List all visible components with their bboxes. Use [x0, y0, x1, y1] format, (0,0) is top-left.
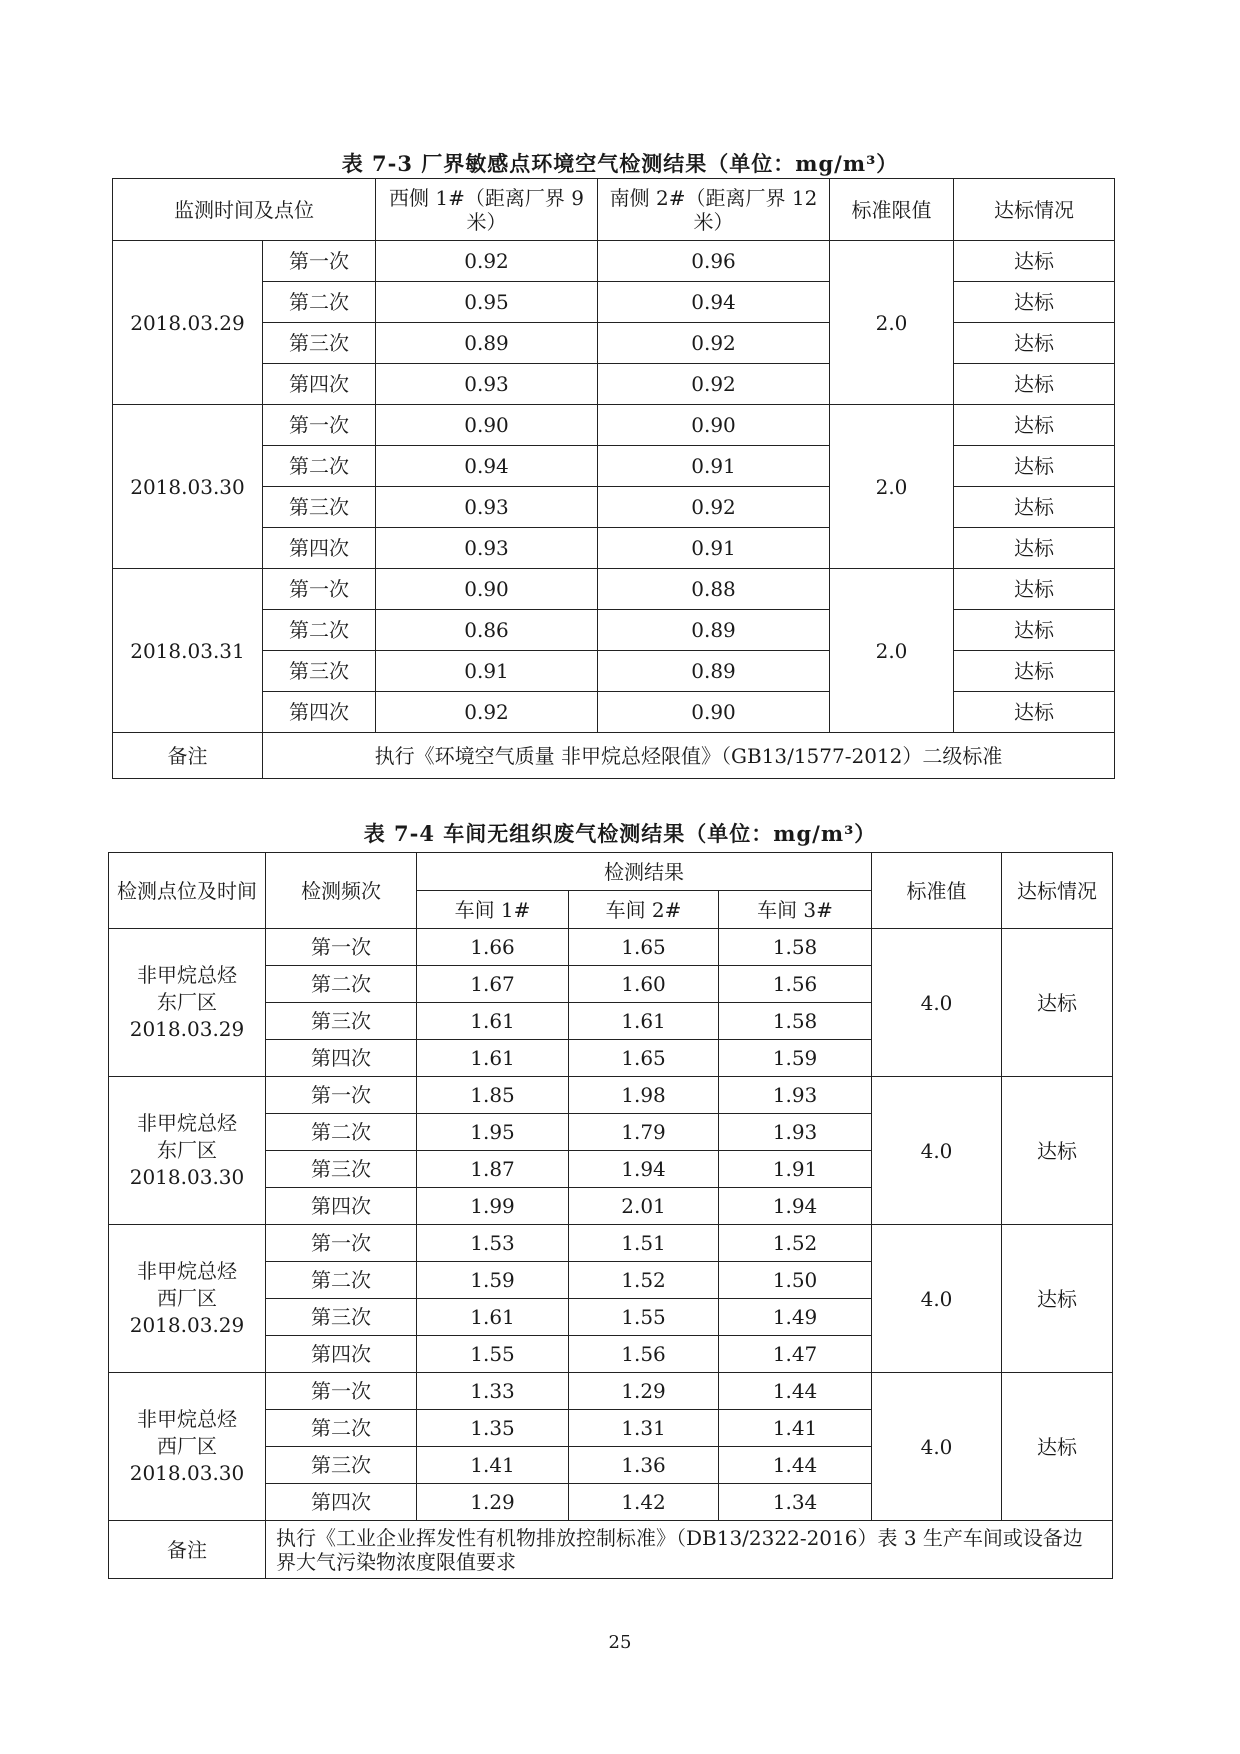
workshop-3-value-cell: 1.44 — [719, 1447, 872, 1484]
west-value-cell: 0.93 — [376, 487, 598, 528]
south-value-cell: 0.90 — [598, 405, 830, 446]
round-cell: 第一次 — [266, 929, 417, 966]
status-cell: 达标 — [954, 241, 1115, 282]
table-7-4-body — [109, 929, 1113, 1521]
workshop-3-value-cell: 1.44 — [719, 1373, 872, 1410]
table-row — [113, 610, 1115, 651]
status-cell: 达标 — [954, 651, 1115, 692]
workshop-3-value-cell: 1.52 — [719, 1225, 872, 1262]
table-7-3 — [112, 178, 1115, 779]
header-workshop-2: 车间 2# — [569, 891, 719, 929]
limit-cell: 2.0 — [830, 405, 954, 569]
round-cell: 第一次 — [266, 1373, 417, 1410]
round-cell: 第四次 — [263, 692, 376, 733]
workshop-1-value-cell: 1.87 — [417, 1151, 569, 1188]
table-row — [109, 929, 1113, 966]
west-value-cell: 0.91 — [376, 651, 598, 692]
workshop-3-value-cell: 1.47 — [719, 1336, 872, 1373]
workshop-3-value-cell: 1.93 — [719, 1077, 872, 1114]
workshop-1-value-cell: 1.85 — [417, 1077, 569, 1114]
south-value-cell: 0.91 — [598, 446, 830, 487]
round-cell: 第四次 — [266, 1336, 417, 1373]
workshop-3-value-cell: 1.56 — [719, 966, 872, 1003]
header-result: 检测结果 — [417, 853, 872, 891]
workshop-2-value-cell: 1.31 — [569, 1410, 719, 1447]
table-row — [109, 1373, 1113, 1410]
workshop-2-value-cell: 1.42 — [569, 1484, 719, 1521]
status-cell: 达标 — [1002, 1373, 1113, 1521]
south-value-cell: 0.92 — [598, 487, 830, 528]
header-limit: 标准限值 — [830, 179, 954, 241]
status-cell: 达标 — [954, 528, 1115, 569]
south-value-cell: 0.92 — [598, 364, 830, 405]
status-cell: 达标 — [954, 487, 1115, 528]
west-value-cell: 0.92 — [376, 241, 598, 282]
table-row — [113, 487, 1115, 528]
west-value-cell: 0.86 — [376, 610, 598, 651]
header-status: 达标情况 — [1002, 853, 1113, 929]
header-south-point: 南侧 2#（距离厂界 12 米） — [598, 179, 830, 241]
workshop-1-value-cell: 1.66 — [417, 929, 569, 966]
status-cell: 达标 — [1002, 1225, 1113, 1373]
standard-cell: 4.0 — [872, 929, 1002, 1077]
workshop-1-value-cell: 1.99 — [417, 1188, 569, 1225]
workshop-3-value-cell: 1.58 — [719, 1003, 872, 1040]
workshop-1-value-cell: 1.35 — [417, 1410, 569, 1447]
workshop-3-value-cell: 1.41 — [719, 1410, 872, 1447]
workshop-2-value-cell: 1.61 — [569, 1003, 719, 1040]
west-value-cell: 0.95 — [376, 282, 598, 323]
workshop-3-value-cell: 1.34 — [719, 1484, 872, 1521]
limit-cell: 2.0 — [830, 241, 954, 405]
round-cell: 第一次 — [263, 241, 376, 282]
table-row — [113, 446, 1115, 487]
status-cell: 达标 — [954, 364, 1115, 405]
south-value-cell: 0.91 — [598, 528, 830, 569]
workshop-1-value-cell: 1.61 — [417, 1299, 569, 1336]
round-cell: 第一次 — [266, 1225, 417, 1262]
workshop-1-value-cell: 1.95 — [417, 1114, 569, 1151]
south-value-cell: 0.89 — [598, 610, 830, 651]
table-row — [109, 1225, 1113, 1262]
south-value-cell: 0.90 — [598, 692, 830, 733]
workshop-2-value-cell: 1.36 — [569, 1447, 719, 1484]
round-cell: 第四次 — [266, 1188, 417, 1225]
page-number: 25 — [608, 1632, 632, 1653]
workshop-1-value-cell: 1.33 — [417, 1373, 569, 1410]
workshop-1-value-cell: 1.53 — [417, 1225, 569, 1262]
header-status: 达标情况 — [954, 179, 1115, 241]
round-cell: 第三次 — [266, 1447, 417, 1484]
workshop-1-value-cell: 1.41 — [417, 1447, 569, 1484]
table-row — [109, 1077, 1113, 1114]
note-label: 备注 — [109, 1521, 266, 1579]
round-cell: 第四次 — [263, 364, 376, 405]
status-cell: 达标 — [954, 282, 1115, 323]
round-cell: 第二次 — [263, 446, 376, 487]
workshop-3-value-cell: 1.58 — [719, 929, 872, 966]
round-cell: 第三次 — [266, 1299, 417, 1336]
workshop-1-value-cell: 1.29 — [417, 1484, 569, 1521]
round-cell: 第三次 — [263, 651, 376, 692]
workshop-2-value-cell: 1.60 — [569, 966, 719, 1003]
table-7-3-caption: 表 7-3 厂界敏感点环境空气检测结果（单位：mg/m³） — [341, 151, 899, 176]
table-row — [113, 692, 1115, 733]
header-west-point: 西侧 1#（距离厂界 9 米） — [376, 179, 598, 241]
workshop-2-value-cell: 1.65 — [569, 929, 719, 966]
round-cell: 第四次 — [266, 1040, 417, 1077]
group-label-cell: 非甲烷总烃 东厂区 2018.03.29 — [109, 929, 266, 1077]
workshop-2-value-cell: 1.94 — [569, 1151, 719, 1188]
table-row — [113, 282, 1115, 323]
west-value-cell: 0.89 — [376, 323, 598, 364]
table-row — [113, 405, 1115, 446]
workshop-3-value-cell: 1.50 — [719, 1262, 872, 1299]
round-cell: 第三次 — [266, 1003, 417, 1040]
workshop-3-value-cell: 1.49 — [719, 1299, 872, 1336]
status-cell: 达标 — [1002, 1077, 1113, 1225]
status-cell: 达标 — [954, 692, 1115, 733]
note-text: 执行《环境空气质量 非甲烷总烃限值》（GB13/1577-2012）二级标准 — [263, 733, 1115, 779]
table-row — [113, 323, 1115, 364]
date-cell: 2018.03.29 — [113, 241, 263, 405]
south-value-cell: 0.94 — [598, 282, 830, 323]
west-value-cell: 0.93 — [376, 528, 598, 569]
table-7-4-caption: 表 7-4 车间无组织废气检测结果（单位：mg/m³） — [363, 821, 877, 846]
workshop-1-value-cell: 1.61 — [417, 1040, 569, 1077]
header-point-time: 检测点位及时间 — [109, 853, 266, 929]
table-7-4 — [108, 852, 1113, 1579]
table-row — [113, 651, 1115, 692]
south-value-cell: 0.96 — [598, 241, 830, 282]
west-value-cell: 0.94 — [376, 446, 598, 487]
round-cell: 第二次 — [263, 610, 376, 651]
round-cell: 第四次 — [266, 1484, 417, 1521]
round-cell: 第一次 — [266, 1077, 417, 1114]
workshop-1-value-cell: 1.61 — [417, 1003, 569, 1040]
workshop-2-value-cell: 1.55 — [569, 1299, 719, 1336]
group-label-cell: 非甲烷总烃 东厂区 2018.03.30 — [109, 1077, 266, 1225]
workshop-2-value-cell: 1.51 — [569, 1225, 719, 1262]
header-frequency: 检测频次 — [266, 853, 417, 929]
limit-cell: 2.0 — [830, 569, 954, 733]
header-workshop-1: 车间 1# — [417, 891, 569, 929]
round-cell: 第二次 — [266, 966, 417, 1003]
table-row — [113, 241, 1115, 282]
header-standard: 标准值 — [872, 853, 1002, 929]
workshop-3-value-cell: 1.59 — [719, 1040, 872, 1077]
west-value-cell: 0.90 — [376, 569, 598, 610]
standard-cell: 4.0 — [872, 1077, 1002, 1225]
workshop-2-value-cell: 2.01 — [569, 1188, 719, 1225]
round-cell: 第三次 — [263, 487, 376, 528]
workshop-3-value-cell: 1.93 — [719, 1114, 872, 1151]
south-value-cell: 0.88 — [598, 569, 830, 610]
note-text: 执行《工业企业挥发性有机物排放控制标准》（DB13/2322-2016）表 3 生产车间或设备边界大气污染物浓度限值要求 — [266, 1521, 1113, 1579]
round-cell: 第一次 — [263, 405, 376, 446]
west-value-cell: 0.92 — [376, 692, 598, 733]
round-cell: 第三次 — [263, 323, 376, 364]
workshop-3-value-cell: 1.91 — [719, 1151, 872, 1188]
table-row — [113, 364, 1115, 405]
standard-cell: 4.0 — [872, 1373, 1002, 1521]
workshop-1-value-cell: 1.67 — [417, 966, 569, 1003]
status-cell: 达标 — [954, 405, 1115, 446]
table-row — [113, 569, 1115, 610]
workshop-2-value-cell: 1.79 — [569, 1114, 719, 1151]
header-workshop-3: 车间 3# — [719, 891, 872, 929]
south-value-cell: 0.89 — [598, 651, 830, 692]
status-cell: 达标 — [954, 610, 1115, 651]
date-cell: 2018.03.31 — [113, 569, 263, 733]
group-label-cell: 非甲烷总烃 西厂区 2018.03.30 — [109, 1373, 266, 1521]
south-value-cell: 0.92 — [598, 323, 830, 364]
workshop-1-value-cell: 1.55 — [417, 1336, 569, 1373]
status-cell: 达标 — [954, 323, 1115, 364]
workshop-2-value-cell: 1.29 — [569, 1373, 719, 1410]
header-time-point: 监测时间及点位 — [113, 179, 376, 241]
status-cell: 达标 — [1002, 929, 1113, 1077]
round-cell: 第二次 — [266, 1262, 417, 1299]
west-value-cell: 0.93 — [376, 364, 598, 405]
status-cell: 达标 — [954, 569, 1115, 610]
round-cell: 第一次 — [263, 569, 376, 610]
standard-cell: 4.0 — [872, 1225, 1002, 1373]
workshop-2-value-cell: 1.65 — [569, 1040, 719, 1077]
west-value-cell: 0.90 — [376, 405, 598, 446]
round-cell: 第四次 — [263, 528, 376, 569]
table-7-3-body — [113, 241, 1115, 733]
status-cell: 达标 — [954, 446, 1115, 487]
workshop-3-value-cell: 1.94 — [719, 1188, 872, 1225]
round-cell: 第二次 — [263, 282, 376, 323]
round-cell: 第二次 — [266, 1410, 417, 1447]
workshop-2-value-cell: 1.56 — [569, 1336, 719, 1373]
table-row — [113, 528, 1115, 569]
round-cell: 第二次 — [266, 1114, 417, 1151]
group-label-cell: 非甲烷总烃 西厂区 2018.03.29 — [109, 1225, 266, 1373]
note-label: 备注 — [113, 733, 263, 779]
round-cell: 第三次 — [266, 1151, 417, 1188]
date-cell: 2018.03.30 — [113, 405, 263, 569]
workshop-1-value-cell: 1.59 — [417, 1262, 569, 1299]
workshop-2-value-cell: 1.98 — [569, 1077, 719, 1114]
workshop-2-value-cell: 1.52 — [569, 1262, 719, 1299]
